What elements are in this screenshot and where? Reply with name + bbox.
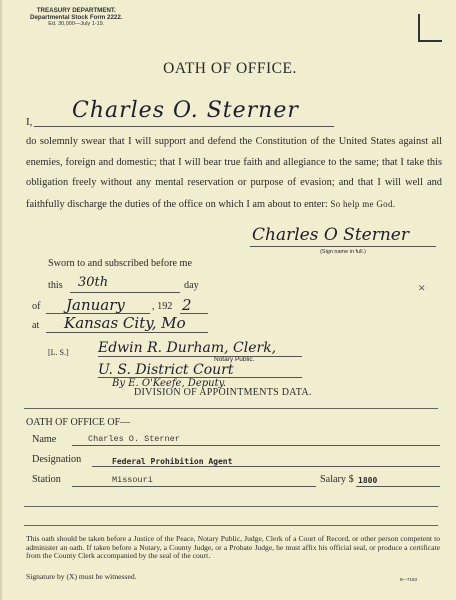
stock-number: 9—7163 <box>400 577 418 582</box>
blank-line-1 <box>24 506 438 507</box>
document-title: OATH OF OFFICE. <box>163 60 297 77</box>
form-edition: Ed. 30,000—July 1-19. <box>48 21 105 27</box>
clerk-name: Edwin R. Durham, Clerk, <box>98 340 277 356</box>
station-value: Missouri <box>112 475 153 485</box>
designation-label: Designation <box>32 454 82 465</box>
month-value: January <box>66 296 125 314</box>
name-field-value: Charles O. Sterner <box>88 434 180 444</box>
oath-text: do solemnly swear that I will support and defend the Constitution of the United States against all enemies, foreign and domestic; that I will bear true faith and allegiance to the same; that I take this obligation freely without any mental reservation or purpose of evasion; and that I will well and faithfully discharge the duties of the office on which I am about to enter: <box>26 136 442 210</box>
x-mark: × <box>418 280 426 295</box>
section-divider <box>24 408 438 409</box>
handwritten-name: Charles O. Sterner <box>72 98 299 123</box>
instructions-text: This oath should be taken before a Justice of the Peace, Notary Public, Judge, Clerk of a Court of Record, or other person competent to administer an oath. If taken before a Notary, a County Judge, or a Probate Judge, he must affix his official seal, or produce a certificate from the County Clerk accompanied by the seal of the court. <box>26 534 440 561</box>
seal-label: [L. S.] <box>48 348 69 357</box>
oath-body <box>26 132 442 215</box>
salary-field-line <box>356 486 440 487</box>
sworn-heading: Sworn to and subscribed before me <box>48 258 193 269</box>
name-label: Name <box>32 434 57 445</box>
place-value: Kansas City, Mo <box>64 314 186 332</box>
oath-closing: So help me God. <box>330 198 396 209</box>
oath-of-heading: OATH OF OFFICE OF— <box>26 417 131 428</box>
of-label: of <box>32 301 41 312</box>
clerk-line <box>98 356 302 357</box>
corner-pencil-mark <box>418 14 442 42</box>
form-identifier <box>30 7 123 28</box>
salary-label: Salary $ <box>320 474 354 485</box>
signature-line <box>250 246 436 247</box>
salary-value: 1800 <box>358 476 378 485</box>
court-name: U. S. District Court <box>98 362 234 378</box>
station-field-line <box>72 486 316 487</box>
this-label: this <box>48 280 63 291</box>
name-field-line <box>72 445 440 446</box>
day-line <box>70 292 180 293</box>
station-label: Station <box>32 474 61 485</box>
day-label: day <box>184 280 199 291</box>
designation-field-line <box>92 466 440 467</box>
department-label: TREASURY DEPARTMENT. <box>36 7 116 14</box>
division-heading: DIVISION OF APPOINTMENTS DATA. <box>134 387 312 398</box>
designation-value: Federal Prohibition Agent <box>112 457 233 466</box>
name-underline <box>34 126 334 127</box>
oath-i-label: I, <box>26 116 33 128</box>
signature: Charles O Sterner <box>252 225 409 245</box>
notary-label: Notary Public. <box>214 356 255 363</box>
year-prefix: , 192 <box>152 301 173 312</box>
at-label: at <box>32 320 40 331</box>
place-line <box>46 332 208 333</box>
year-suffix: 2 <box>182 296 192 314</box>
witness-note: Signature by (X) must be witnessed. <box>26 572 137 581</box>
blank-line-2 <box>24 525 438 526</box>
form-number: Departmental Stock Form 2222. <box>30 14 123 21</box>
signature-caption: (Sign name in full.) <box>320 249 366 255</box>
day-value: 30th <box>78 275 109 290</box>
deputy-name: By E. O'Keefe, Deputy. <box>112 378 227 389</box>
